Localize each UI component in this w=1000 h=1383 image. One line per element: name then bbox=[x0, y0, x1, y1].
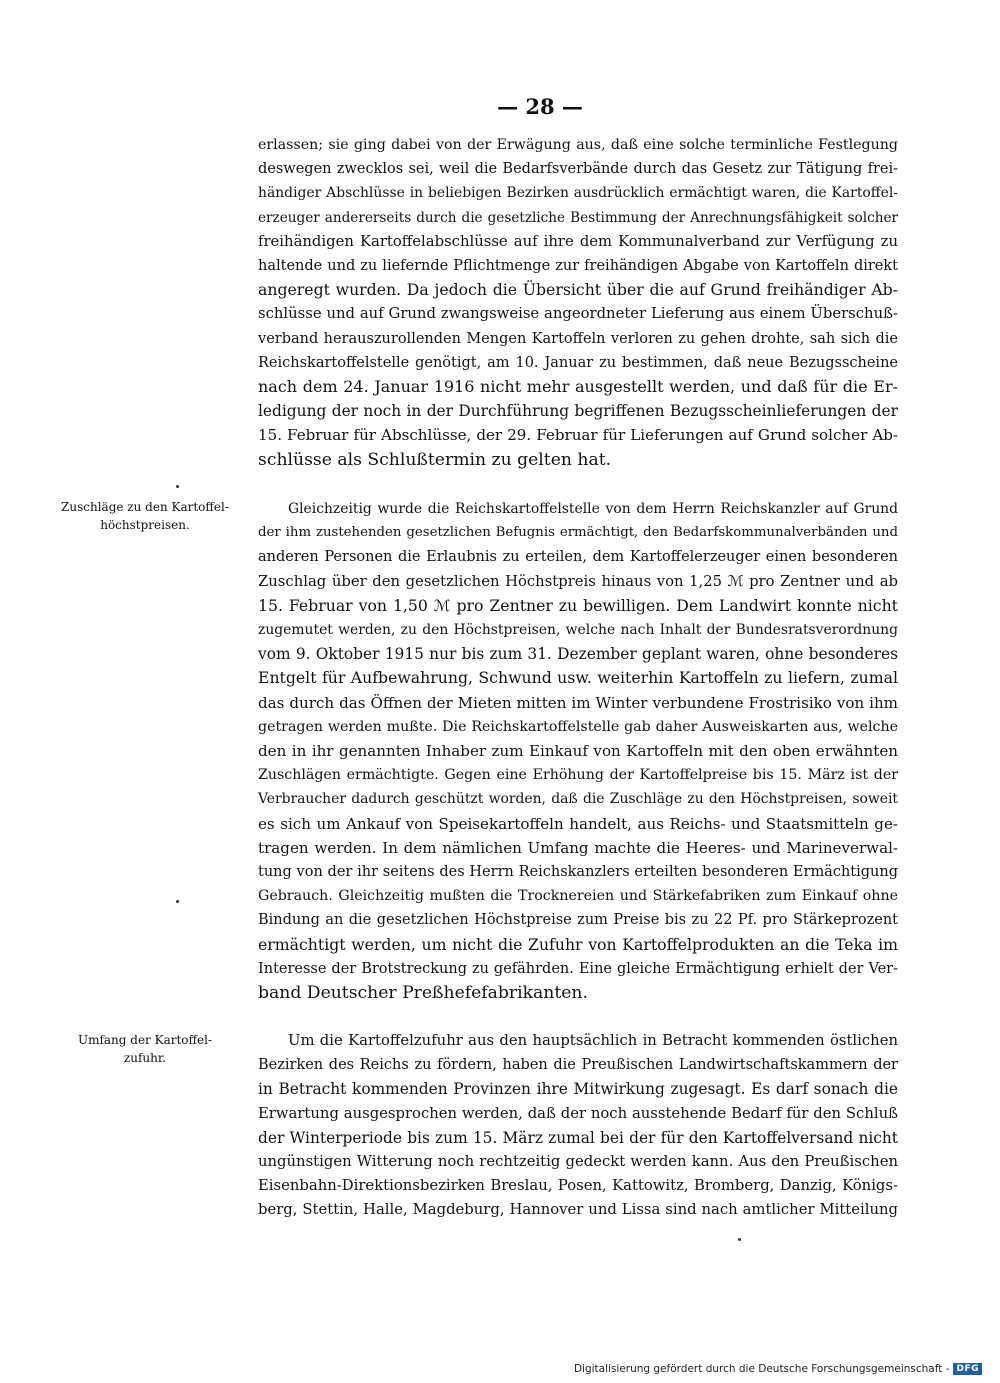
text-line: haltende und zu liefernde Pflichtmenge zur freihändigen Abgabe von Kartoffeln direkt bbox=[258, 258, 898, 275]
text-line: in Betracht kommenden Provinzen ihre Mitwirkung zugesagt. Es darf sonach die bbox=[258, 1080, 898, 1099]
text-line: der Winterperiode bis zum 15. März zumal bei der für den Kartoffelversand nicht bbox=[258, 1128, 898, 1147]
text-line: freihändigen Kartoffelabschlüsse auf ihre dem Kommunalverband zur Verfügung zu bbox=[258, 232, 898, 250]
text-line: getragen werden mußte. Die Reichskartoffelstelle gab daher Ausweiskarten aus, welche bbox=[258, 718, 898, 735]
dfg-logo: DFG bbox=[953, 1363, 982, 1375]
margin-note-line: Zuschläge zu den Kartoffel- bbox=[61, 500, 229, 514]
text-line: Gebrauch. Gleichzeitig mußten die Trocknereien und Stärkefabriken zum Einkauf ohne bbox=[258, 888, 898, 905]
text-line: Eisenbahn-Direktionsbezirken Breslau, Posen, Kattowitz, Bromberg, Danzig, Königs- bbox=[258, 1177, 898, 1195]
scan-speck bbox=[176, 900, 179, 903]
text-line: Reichskartoffelstelle genötigt, am 10. Januar zu bestimmen, daß neue Bezugsscheine bbox=[258, 354, 898, 371]
text-line: Bindung an die gesetzlichen Höchstpreise zum Preise bis zu 22 Pf. pro Stärkeprozent bbox=[258, 912, 898, 929]
text-line: deswegen zwecklos sei, weil die Bedarfsverbände durch das Gesetz zur Tätigung frei- bbox=[258, 161, 898, 178]
text-line: Interesse der Brotstreckung zu gefährden. Eine gleiche Ermächtigung erhielt der Ver- bbox=[258, 960, 898, 977]
text-line: angeregt wurden. Da jedoch die Übersicht über die auf Grund freihändiger Ab- bbox=[258, 280, 898, 300]
text-line: ledigung der noch in der Durchführung begriffenen Bezugsscheinlieferungen der bbox=[258, 402, 898, 421]
text-line: Verbraucher dadurch geschützt worden, daß die Zuschläge zu den Höchstpreisen, soweit bbox=[258, 791, 898, 808]
text-line: den in ihr genannten Inhaber zum Einkauf von Kartoffeln mit den oben erwähnten bbox=[258, 742, 898, 761]
text-line: schlüsse als Schlußtermin zu gelten hat. bbox=[258, 449, 612, 470]
text-line: anderen Personen die Erlaubnis zu erteilen, dem Kartoffelerzeuger einen besonderen bbox=[258, 549, 898, 566]
text-line: tung von der ihr seitens des Herrn Reichskanzlers erteilten besonderen Ermächtigung bbox=[258, 864, 898, 881]
text-line: das durch das Öffnen der Mieten mitten im Winter verbundene Frostrisiko von ihm bbox=[258, 693, 898, 712]
text-line: 15. Februar von 1,50 ℳ pro Zentner zu bewilligen. Dem Landwirt konnte nicht bbox=[258, 595, 898, 615]
margin-note-line: höchstpreisen. bbox=[100, 518, 190, 532]
text-line: tragen werden. In dem nämlichen Umfang machte die Heeres- und Marineverwal- bbox=[258, 838, 898, 857]
margin-note-line: zufuhr. bbox=[123, 1051, 167, 1065]
text-line: Erwartung ausgesprochen werden, daß der noch ausstehende Bedarf für den Schluß bbox=[258, 1104, 898, 1122]
text-line: vom 9. Oktober 1915 nur bis zum 31. Dezember geplant waren, ohne besonderes bbox=[258, 645, 898, 664]
text-line: händiger Abschlüsse in beliebigen Bezirken ausdrücklich ermächtigt waren, die Kartoffel- bbox=[258, 185, 898, 202]
text-line: verband herauszurollenden Mengen Kartoffeln verloren zu gehen drohte, sah sich die bbox=[258, 330, 898, 347]
footer-text: Digitalisierung gefördert durch die Deutsche Forschungsgemeinschaft - bbox=[573, 1363, 950, 1375]
margin-note-line: Umfang der Kartoffel- bbox=[77, 1033, 213, 1047]
text-line: Entgelt für Aufbewahrung, Schwund usw. weiterhin Kartoffeln zu liefern, zumal bbox=[258, 668, 898, 688]
text-line: der ihm zustehenden gesetzlichen Befugnis ermächtigt, den Bedarfskommunalverbänden und bbox=[258, 525, 898, 541]
scan-speck bbox=[176, 485, 179, 488]
text-line: Bezirken des Reichs zu fördern, haben die Preußischen Landwirtschaftskammern der bbox=[258, 1057, 898, 1074]
scan-speck bbox=[738, 1238, 741, 1241]
margin-note-zuschlaege bbox=[60, 498, 230, 534]
text-line: Um die Kartoffelzufuhr aus den hauptsächlich in Betracht kommenden östlichen bbox=[288, 1032, 898, 1049]
text-line: nach dem 24. Januar 1916 nicht mehr ausgestellt werden, und daß für die Er- bbox=[258, 377, 898, 397]
text-line: 15. Februar für Abschlüsse, der 29. Februar für Lieferungen auf Grund solcher Ab- bbox=[258, 426, 898, 445]
text-line: ermächtigt werden, um nicht die Zufuhr von Kartoffelprodukten an die Teka im bbox=[258, 934, 898, 954]
page-number: — 28 — bbox=[497, 94, 583, 119]
margin-note-umfang bbox=[60, 1031, 230, 1067]
text-line: Zuschlägen ermächtigte. Gegen eine Erhöhung der Kartoffelpreise bis 15. März ist der bbox=[258, 767, 898, 784]
text-line: erzeuger andererseits durch die gesetzliche Bestimmung der Anrechnungsfähigkeit solcher bbox=[258, 209, 898, 226]
text-line: Zuschlag über den gesetzlichen Höchstpreis hinaus von 1,25 ℳ pro Zentner und ab bbox=[258, 572, 898, 590]
text-line: erlassen; sie ging dabei von der Erwägung aus, daß eine solche terminliche Festlegung bbox=[258, 137, 898, 153]
paragraph-1 bbox=[258, 133, 898, 472]
text-line: ungünstigen Witterung noch rechtzeitig gedeckt werden kann. Aus den Preußischen bbox=[258, 1153, 898, 1171]
text-line: Gleichzeitig wurde die Reichskartoffelstelle von dem Herrn Reichskanzler auf Grund bbox=[288, 501, 898, 517]
text-line: berg, Stettin, Halle, Magdeburg, Hannover und Lissa sind nach amtlicher Mitteilung bbox=[258, 1201, 898, 1219]
text-line: schlüsse und auf Grund zwangsweise angeordneter Lieferung aus einem Überschuß- bbox=[258, 305, 898, 323]
text-line: band Deutscher Preßhefefabrikanten. bbox=[258, 983, 588, 1004]
text-line: es sich um Ankauf von Speisekartoffeln handelt, aus Reichs- und Staatsmitteln ge- bbox=[258, 814, 898, 833]
text-line: zugemutet werden, zu den Höchstpreisen, welche nach Inhalt der Bundesratsverordnung bbox=[258, 622, 898, 639]
paragraph-2 bbox=[258, 497, 898, 1005]
paragraph-3 bbox=[258, 1029, 898, 1223]
footer-credit bbox=[574, 1363, 982, 1375]
